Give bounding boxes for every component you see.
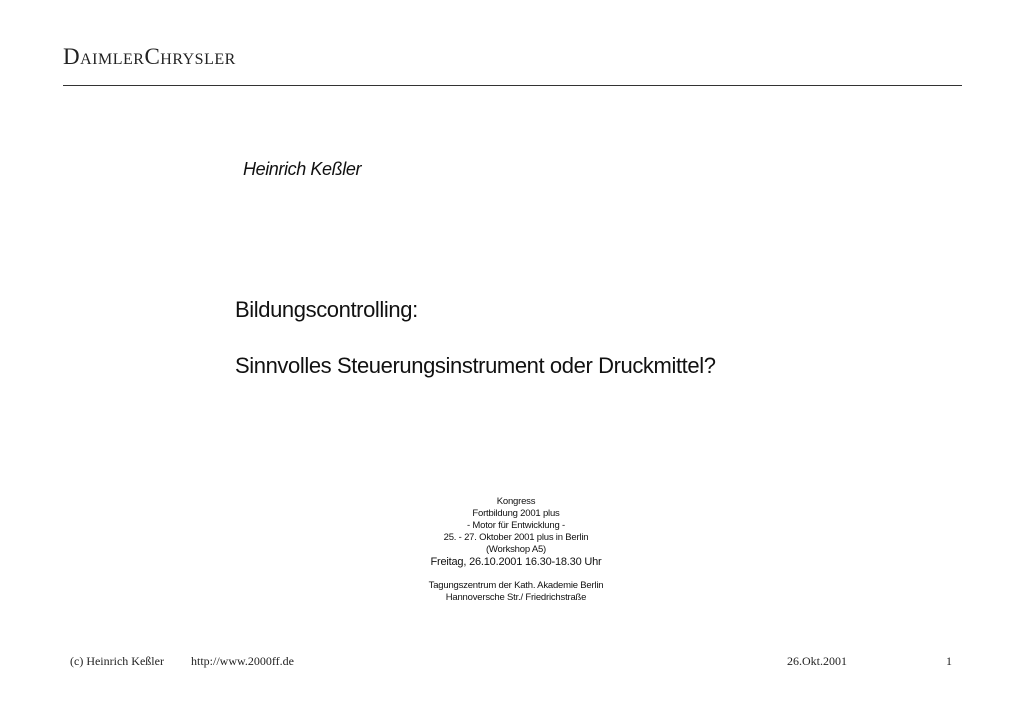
event-spacer — [380, 569, 652, 580]
event-venue: Tagungszentrum der Kath. Akademie Berlin — [428, 580, 604, 591]
header-divider — [63, 85, 962, 86]
event-session-time: Freitag, 26.10.2001 16.30-18.30 Uhr — [430, 556, 602, 568]
event-info — [380, 496, 652, 604]
footer-url: http://www.2000ff.de — [191, 654, 294, 668]
daimlerchrysler-logo: DaimlerChrysler — [63, 44, 236, 69]
slide-subtitle: Sinnvolles Steuerungsinstrument oder Druckmittel? — [235, 353, 716, 378]
event-type: Kongress — [496, 496, 536, 507]
event-dates: 25. - 27. Oktober 2001 plus in Berlin — [443, 532, 589, 543]
slide-title: Bildungscontrolling: — [235, 297, 418, 322]
footer-date: 26.Okt.2001 — [787, 654, 847, 668]
event-workshop: (Workshop A5) — [485, 544, 547, 555]
event-motto: - Motor für Entwicklung - — [467, 520, 565, 531]
footer-page-number: 1 — [946, 654, 952, 668]
footer-copyright: (c) Heinrich Keßler — [70, 654, 164, 668]
event-name: Fortbildung 2001 plus — [472, 508, 560, 519]
event-address: Hannoversche Str./ Friedrichstraße — [445, 592, 587, 603]
author-name: Heinrich Keßler — [243, 159, 362, 179]
